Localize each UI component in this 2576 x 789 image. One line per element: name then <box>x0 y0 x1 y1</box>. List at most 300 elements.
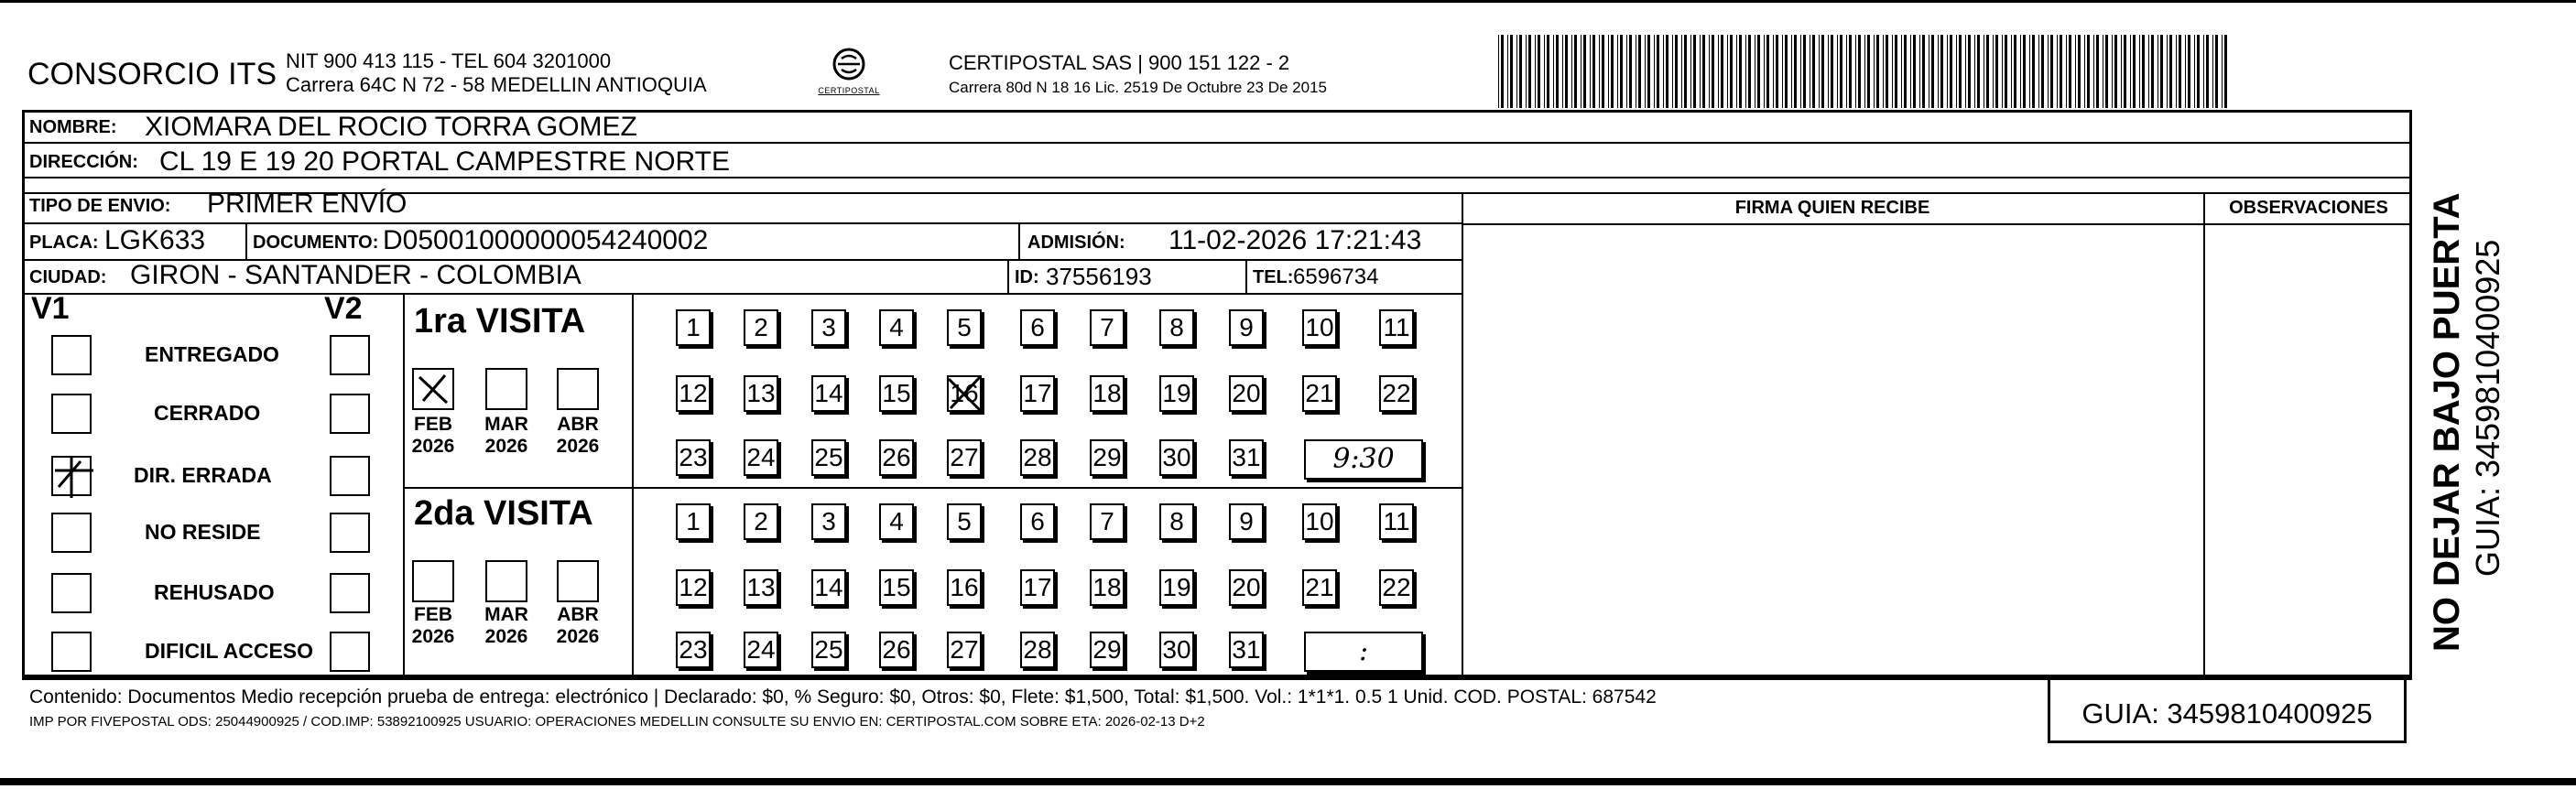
barcode-bar <box>1638 35 1641 108</box>
barcode-bar <box>1645 35 1646 108</box>
barcode-bar <box>2032 35 2035 108</box>
barcode-bar <box>2124 35 2126 108</box>
barcode-bar <box>1901 35 1902 108</box>
barcode-bar <box>1745 35 1746 108</box>
barcode-bar <box>2112 35 2113 108</box>
barcode-bar <box>1837 35 1838 108</box>
barcode-bar <box>2038 35 2039 108</box>
barcode-bar <box>2179 35 2181 108</box>
month-year: 2026 <box>411 626 455 647</box>
barcode-bar <box>1849 35 1852 108</box>
col-line <box>1462 192 1463 677</box>
barcode-bar <box>1727 35 1728 108</box>
barcode-bar <box>2212 35 2213 108</box>
documento-label: DOCUMENTO: <box>253 232 379 253</box>
barcode-bar <box>1528 35 1531 108</box>
signature-area[interactable] <box>1467 229 2198 672</box>
barcode-bar <box>1947 35 1948 108</box>
row-line <box>22 293 1462 295</box>
day-box[interactable]: 24 <box>744 439 778 476</box>
barcode-bar <box>1599 35 1600 108</box>
day-box[interactable]: 4 <box>879 503 914 540</box>
v1-checkbox[interactable] <box>51 335 92 375</box>
observaciones-header: OBSERVACIONES <box>2229 198 2388 218</box>
company-nit: NIT 900 413 115 - TEL 604 3201000 <box>286 49 612 72</box>
barcode-bar <box>1821 35 1824 108</box>
status-label: DIR. ERRADA <box>134 463 272 487</box>
month-label: ABR <box>557 414 599 435</box>
barcode-bar <box>2078 35 2081 108</box>
v1-checkbox[interactable] <box>51 632 92 672</box>
status-label: REHUSADO <box>154 580 275 604</box>
barcode-bar <box>2096 35 2099 108</box>
id-value: 37556193 <box>1046 263 1152 290</box>
direccion-value: CL 19 E 19 20 PORTAL CAMPESTRE NORTE <box>159 146 730 177</box>
barcode-bar <box>1498 35 1499 108</box>
barcode-bar <box>1757 35 1760 108</box>
admision-label: ADMISIÓN: <box>1027 232 1125 253</box>
barcode-bar <box>1556 35 1559 108</box>
barcode-bar <box>1876 35 1879 108</box>
month-checkbox[interactable] <box>412 560 454 602</box>
barcode-bar <box>1519 35 1522 108</box>
time-box[interactable]: : <box>1304 632 1423 672</box>
barcode-bar <box>1700 35 1701 108</box>
top-rule <box>0 0 2576 3</box>
barcode-bar <box>2130 35 2131 108</box>
barcode-bar <box>1730 35 1733 108</box>
col-line <box>245 222 247 259</box>
barcode-bar <box>2011 35 2012 108</box>
tel-value: 6596734 <box>1293 265 1379 289</box>
day-box[interactable]: 4 <box>879 309 914 346</box>
col-line <box>1245 259 1247 293</box>
barcode-bar <box>1886 35 1888 108</box>
barcode-bar <box>2114 35 2117 108</box>
month-label: MAR <box>484 414 528 435</box>
v2-checkbox[interactable] <box>330 335 370 375</box>
ciudad-value: GIRON - SANTANDER - COLOMBIA <box>130 260 582 290</box>
barcode-bar <box>2142 35 2145 108</box>
visit2-title: 2da VISITA <box>414 494 593 533</box>
barcode-bar <box>1562 35 1563 108</box>
month-checkbox[interactable] <box>485 560 527 602</box>
day-box[interactable]: 28 <box>1020 632 1055 668</box>
barcode-bar <box>1892 35 1893 108</box>
status-label: DIFICIL ACCESO <box>145 639 314 663</box>
day-box[interactable]: 7 <box>1090 503 1125 540</box>
day-box[interactable]: 21 <box>1302 375 1337 412</box>
day-box[interactable]: 8 <box>1159 309 1194 346</box>
day-box[interactable]: 14 <box>811 569 846 606</box>
status-label: ENTREGADO <box>145 342 279 366</box>
day-box[interactable]: 23 <box>676 632 711 668</box>
tipo-envio-value: PRIMER ENVÍO <box>207 189 408 219</box>
day-box[interactable]: 8 <box>1159 503 1194 540</box>
barcode-bar <box>1739 35 1742 108</box>
barcode-bar <box>1766 35 1769 108</box>
row-line <box>403 487 1462 489</box>
barcode-bar <box>1608 35 1609 108</box>
barcode-bar <box>1611 35 1614 108</box>
day-box[interactable]: 16 <box>947 375 982 412</box>
barcode-bar <box>2203 35 2204 108</box>
v1-checkbox[interactable] <box>51 394 92 434</box>
barcode-bar <box>1864 35 1865 108</box>
barcode-bar <box>1657 35 1659 108</box>
barcode-bar <box>1526 35 1527 108</box>
barcode-bar <box>1764 35 1765 108</box>
barcode-bar <box>1602 35 1604 108</box>
barcode-bar <box>2222 35 2223 108</box>
col-line <box>632 293 634 677</box>
barcode-bar <box>2188 35 2190 108</box>
barcode-bar <box>1675 35 1678 108</box>
day-box[interactable]: 10 <box>1302 309 1337 346</box>
day-box[interactable]: 5 <box>947 309 982 346</box>
barcode-bar <box>1812 35 1815 108</box>
barcode-bar <box>1867 35 1870 108</box>
day-box[interactable]: 9 <box>1229 309 1264 346</box>
barcode-bar <box>2069 35 2071 108</box>
tipo-envio-label: TIPO DE ENVIO: <box>29 196 171 216</box>
barcode-bar <box>1846 35 1847 108</box>
barcode-bar <box>1684 35 1687 108</box>
handwritten-check <box>414 370 452 408</box>
barcode-bar <box>1718 35 1719 108</box>
v2-checkbox[interactable] <box>330 573 370 613</box>
barcode-bar <box>1592 35 1595 108</box>
certipostal-logo <box>808 42 890 106</box>
barcode-bar <box>2176 35 2177 108</box>
bottom-rule <box>0 778 2576 785</box>
day-box[interactable]: 15 <box>879 569 914 606</box>
barcode-bar <box>1986 35 1989 108</box>
admision-value: 11-02-2026 17:21:43 <box>1168 225 1422 255</box>
v2-header: V2 <box>324 291 363 326</box>
day-box[interactable]: 7 <box>1090 309 1125 346</box>
barcode-bar <box>2084 35 2085 108</box>
company-name: CONSORCIO ITS <box>27 57 277 92</box>
day-box[interactable]: 13 <box>744 569 778 606</box>
day-box[interactable]: 14 <box>811 375 846 412</box>
v1-header: V1 <box>31 291 70 326</box>
barcode-bar <box>1583 35 1586 108</box>
barcode-bar <box>1712 35 1714 108</box>
month-label: MAR <box>484 604 528 625</box>
observations-area[interactable] <box>2209 229 2407 672</box>
day-box[interactable]: 12 <box>676 375 711 412</box>
footer-print-info: IMP POR FIVEPOSTAL ODS: 25044900925 / COD.IMP: 53892100925 USUARIO: OPERACIONES MEDELLIN CONSULTE SU ENVIO EN: CERTIPOSTAL.COM SOBRE ETA: 2026-02-13 D+2 <box>29 714 1205 730</box>
barcode-bar <box>1773 35 1774 108</box>
barcode-bar <box>1874 35 1875 108</box>
barcode-bar <box>2151 35 2154 108</box>
barcode-bar <box>1791 35 1792 108</box>
side-guia: GUIA: 3459810400925 <box>2469 239 2506 577</box>
carrier-license: Carrera 80d N 18 16 Lic. 2519 De Octubre 23 De 2015 <box>949 79 1327 96</box>
month-label: ABR <box>557 604 599 625</box>
barcode-bar <box>2093 35 2094 108</box>
barcode-bar <box>2087 35 2090 108</box>
barcode-bar <box>2215 35 2218 108</box>
company-address: Carrera 64C N 72 - 58 MEDELLIN ANTIOQUIA <box>286 73 707 96</box>
col-line <box>1018 222 1020 259</box>
barcode-bar <box>1977 35 1980 108</box>
day-box[interactable]: 28 <box>1020 439 1055 476</box>
col-line <box>403 293 405 677</box>
barcode-bar <box>1690 35 1691 108</box>
day-box[interactable]: 18 <box>1090 569 1125 606</box>
barcode <box>1498 35 2227 108</box>
barcode-bar <box>1974 35 1975 108</box>
day-box[interactable]: 27 <box>947 439 982 476</box>
day-box[interactable]: 24 <box>744 632 778 668</box>
day-box[interactable]: 3 <box>811 503 846 540</box>
barcode-bar <box>2206 35 2209 108</box>
barcode-bar <box>1831 35 1833 108</box>
barcode-bar <box>1663 35 1664 108</box>
barcode-bar <box>2014 35 2016 108</box>
v2-checkbox[interactable] <box>330 632 370 672</box>
v2-checkbox[interactable] <box>330 456 370 496</box>
barcode-bar <box>1647 35 1650 108</box>
handwritten-mark <box>46 450 101 502</box>
day-box[interactable]: 2 <box>744 309 778 346</box>
time-box[interactable]: 9:30 <box>1304 439 1423 480</box>
barcode-bar <box>2194 35 2195 108</box>
barcode-bar <box>1776 35 1778 108</box>
barcode-bar <box>1931 35 1934 108</box>
month-year: 2026 <box>411 436 455 457</box>
barcode-bar <box>1965 35 1966 108</box>
barcode-bar <box>1516 35 1517 108</box>
month-label: FEB <box>414 604 452 625</box>
col-line <box>1007 259 1009 293</box>
barcode-bar <box>1553 35 1554 108</box>
barcode-bar <box>1904 35 1907 108</box>
barcode-bar <box>2050 35 2053 108</box>
day-box[interactable]: 31 <box>1229 632 1264 668</box>
firma-header: FIRMA QUIEN RECIBE <box>1734 198 1930 218</box>
barcode-bar <box>2041 35 2044 108</box>
barcode-bar <box>1538 35 1540 108</box>
barcode-bar <box>1785 35 1788 108</box>
day-box[interactable]: 6 <box>1020 503 1055 540</box>
status-label: NO RESIDE <box>145 520 261 544</box>
barcode-bar <box>1590 35 1591 108</box>
day-box[interactable]: 20 <box>1229 375 1264 412</box>
barcode-bar <box>1895 35 1897 108</box>
day-box[interactable]: 20 <box>1229 569 1264 606</box>
barcode-bar <box>1940 35 1943 108</box>
row-line <box>1462 223 2412 225</box>
barcode-bar <box>1736 35 1737 108</box>
day-box[interactable]: 9 <box>1229 503 1264 540</box>
barcode-bar <box>1883 35 1884 108</box>
day-box[interactable]: 22 <box>1379 569 1414 606</box>
barcode-bar <box>2121 35 2122 108</box>
barcode-bar <box>2139 35 2140 108</box>
barcode-bar <box>1803 35 1806 108</box>
day-box[interactable]: 13 <box>744 375 778 412</box>
day-box[interactable]: 27 <box>947 632 982 668</box>
day-box[interactable]: 2 <box>744 503 778 540</box>
documento-value: D05001000000054240002 <box>383 225 709 255</box>
barcode-bar <box>2160 35 2163 108</box>
guia-number: GUIA: 3459810400925 <box>2081 697 2373 730</box>
barcode-bar <box>1721 35 1723 108</box>
handwritten-day-mark <box>943 372 985 416</box>
barcode-bar <box>1959 35 1962 108</box>
month-year: 2026 <box>484 436 528 457</box>
barcode-bar <box>2020 35 2021 108</box>
barcode-bar <box>2048 35 2049 108</box>
day-box[interactable]: 12 <box>676 569 711 606</box>
day-box[interactable]: 30 <box>1159 439 1194 476</box>
day-box[interactable]: 15 <box>879 375 914 412</box>
month-year: 2026 <box>556 436 600 457</box>
barcode-bar <box>2002 35 2003 108</box>
barcode-bar <box>1620 35 1623 108</box>
barcode-bar <box>2169 35 2172 108</box>
visit1-title: 1ra VISITA <box>414 302 586 340</box>
month-checkbox[interactable] <box>485 368 527 410</box>
barcode-bar <box>1672 35 1673 108</box>
barcode-bar <box>1617 35 1618 108</box>
barcode-bar <box>1855 35 1856 108</box>
ciudad-label: CIUDAD: <box>29 267 107 287</box>
barcode-bar <box>1968 35 1971 108</box>
day-box[interactable]: 19 <box>1159 375 1194 412</box>
v1-checkbox[interactable] <box>51 573 92 613</box>
barcode-bar <box>2105 35 2108 108</box>
day-box[interactable]: 26 <box>879 439 914 476</box>
barcode-bar <box>1535 35 1536 108</box>
v2-checkbox[interactable] <box>330 513 370 553</box>
day-box[interactable]: 29 <box>1090 439 1125 476</box>
barcode-bar <box>2167 35 2168 108</box>
barcode-bar <box>2005 35 2007 108</box>
month-label: FEB <box>414 414 452 435</box>
barcode-bar <box>1910 35 1911 108</box>
barcode-bar <box>2197 35 2200 108</box>
id-label: ID: <box>1015 267 1039 287</box>
barcode-bar <box>1938 35 1939 108</box>
placa-label: PLACA: <box>29 232 99 253</box>
day-box[interactable]: 17 <box>1020 375 1055 412</box>
logo-text: CERTIPOSTAL <box>818 86 880 95</box>
day-box[interactable]: 5 <box>947 503 982 540</box>
barcode-bar <box>2057 35 2058 108</box>
barcode-bar <box>1571 35 1572 108</box>
month-year: 2026 <box>556 626 600 647</box>
barcode-bar <box>1800 35 1801 108</box>
tel-label: TEL: <box>1253 267 1294 287</box>
barcode-bar <box>2133 35 2136 108</box>
barcode-bar <box>1702 35 1705 108</box>
barcode-bar <box>1950 35 1952 108</box>
status-label: CERRADO <box>154 401 261 425</box>
nombre-value: XIOMARA DEL ROCIO TORRA GOMEZ <box>145 112 637 142</box>
day-box[interactable]: 26 <box>879 632 914 668</box>
day-box[interactable]: 25 <box>811 439 846 476</box>
carrier-name: CERTIPOSTAL SAS | 900 151 122 - 2 <box>949 51 1290 74</box>
barcode-bar <box>1681 35 1682 108</box>
barcode-bar <box>1993 35 1994 108</box>
barcode-bar <box>2075 35 2076 108</box>
barcode-bar <box>2029 35 2030 108</box>
barcode-bar <box>1629 35 1632 108</box>
day-box[interactable]: 19 <box>1159 569 1194 606</box>
day-box[interactable]: 29 <box>1090 632 1125 668</box>
month-year: 2026 <box>484 626 528 647</box>
barcode-bar <box>1956 35 1957 108</box>
day-box[interactable]: 10 <box>1302 503 1337 540</box>
barcode-bar <box>1501 35 1504 108</box>
day-box[interactable]: 1 <box>676 309 711 346</box>
day-box[interactable]: 3 <box>811 309 846 346</box>
barcode-bar <box>2185 35 2186 108</box>
barcode-bar <box>1995 35 1998 108</box>
month-checkbox[interactable] <box>557 560 599 602</box>
day-box[interactable]: 6 <box>1020 309 1055 346</box>
barcode-bar <box>1507 35 1508 108</box>
day-box[interactable]: 22 <box>1379 375 1414 412</box>
barcode-bar <box>1840 35 1842 108</box>
barcode-bar <box>1748 35 1751 108</box>
day-box[interactable]: 31 <box>1229 439 1264 476</box>
barcode-bar <box>1626 35 1627 108</box>
day-box[interactable]: 11 <box>1379 503 1414 540</box>
day-box[interactable]: 25 <box>811 632 846 668</box>
barcode-bar <box>2023 35 2026 108</box>
row-line <box>22 222 1462 224</box>
footer-content: Contenido: Documentos Medio recepción prueba de entrega: electrónico | Declarado: $0, % Seguro: $0, Otros: $0, Flete: $1,500, Total: $1,500. Vol.: 1*1*1. 0.5 1 Unid. COD. POSTAL: 687542 <box>29 686 1657 708</box>
barcode-bar <box>1782 35 1783 108</box>
barcode-bar <box>1709 35 1710 108</box>
day-box[interactable]: 1 <box>676 503 711 540</box>
barcode-bar <box>1922 35 1925 108</box>
day-box[interactable]: 11 <box>1379 309 1414 346</box>
barcode-bar <box>1828 35 1829 108</box>
day-box[interactable]: 16 <box>947 569 982 606</box>
v2-checkbox[interactable] <box>330 394 370 434</box>
barcode-bar <box>1574 35 1577 108</box>
barcode-bar <box>1819 35 1820 108</box>
barcode-bar <box>1858 35 1861 108</box>
barcode-bar <box>1510 35 1513 108</box>
barcode-bar <box>2060 35 2062 108</box>
direccion-label: DIRECCIÓN: <box>29 152 138 172</box>
barcode-bar <box>1654 35 1655 108</box>
day-box[interactable]: 18 <box>1090 375 1125 412</box>
nombre-label: NOMBRE: <box>29 117 117 137</box>
barcode-bar <box>1544 35 1545 108</box>
day-box[interactable]: 17 <box>1020 569 1055 606</box>
barcode-bar <box>1794 35 1797 108</box>
v1-checkbox[interactable] <box>51 513 92 553</box>
month-checkbox[interactable] <box>557 368 599 410</box>
col-line <box>2203 192 2205 677</box>
barcode-bar <box>1666 35 1668 108</box>
day-box[interactable]: 23 <box>676 439 711 476</box>
day-box[interactable]: 21 <box>1302 569 1337 606</box>
placa-value: LGK633 <box>104 225 206 255</box>
barcode-bar <box>1547 35 1549 108</box>
side-warning: NO DEJAR BAJO PUERTA <box>2427 192 2467 652</box>
day-box[interactable]: 30 <box>1159 632 1194 668</box>
barcode-bar <box>1693 35 1696 108</box>
